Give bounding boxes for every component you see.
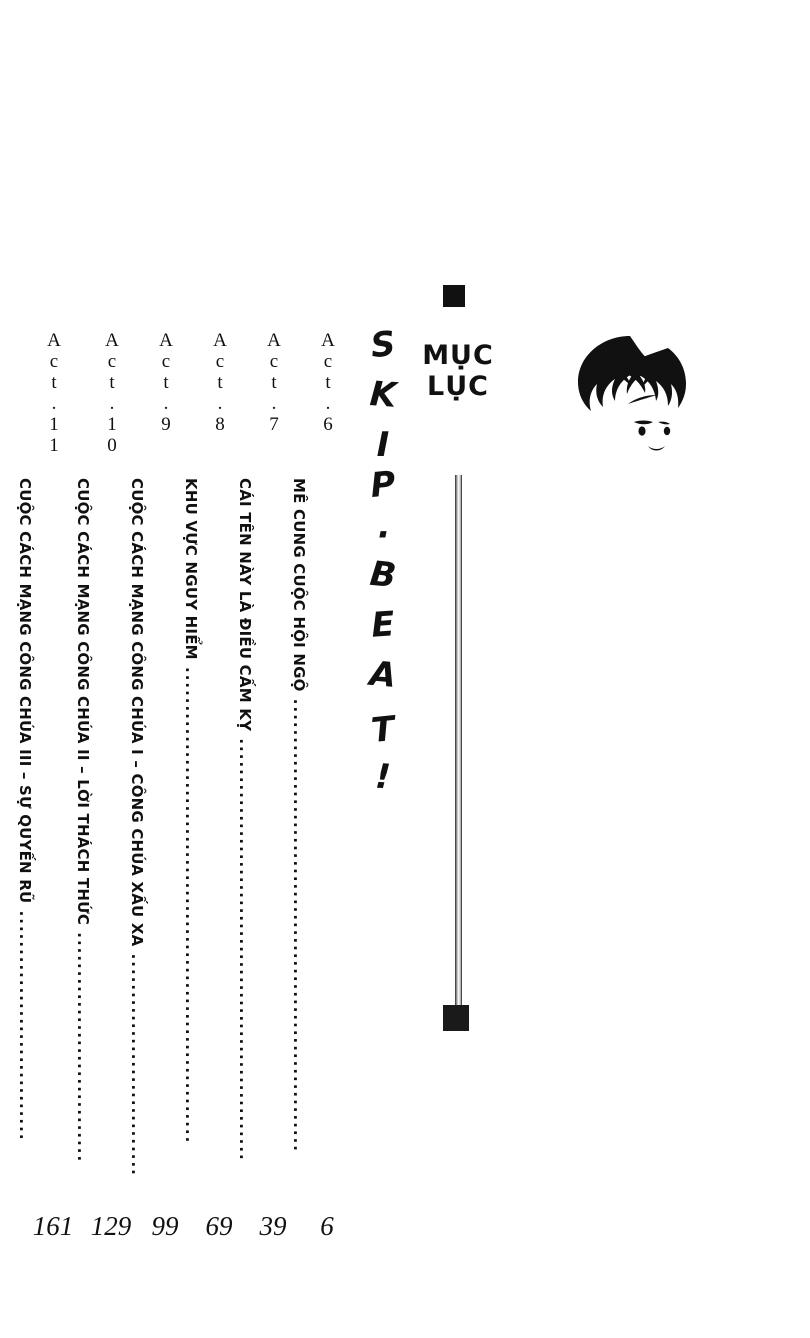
series-title-char: A <box>368 653 398 697</box>
toc-entry[interactable] <box>182 330 246 1260</box>
hair-face-logo <box>572 330 692 460</box>
toc-page-number: 129 <box>90 1211 132 1241</box>
toc-entry-title: CUỘC CÁCH MẠNG CÔNG CHÚA II – LỜI THÁCH THỨC .............................. <box>74 478 92 1164</box>
toc-act-number: A c t . 1 0 <box>105 330 119 456</box>
toc-act-number: A c t . 1 1 <box>47 330 61 456</box>
series-title-char: K <box>368 374 398 416</box>
series-title-char: · <box>376 515 390 555</box>
square-marker-top <box>443 285 465 307</box>
series-title-char: ! <box>374 756 392 798</box>
table-of-contents <box>0 330 360 1260</box>
toc-act-number: A c t . 8 <box>213 330 227 435</box>
toc-act-number: A c t . 7 <box>267 330 281 435</box>
toc-entry-title: KHU VỰC NGUY HIỂM .............................................................. <box>182 478 200 1145</box>
toc-page-number: 99 <box>151 1211 179 1241</box>
toc-entry-title: CUỘC CÁCH MẠNG CÔNG CHÚA I – CÔNG CHÚA XẤU XA ............................. <box>128 478 146 1177</box>
vertical-rule <box>455 475 462 1015</box>
toc-act-number: A c t . 6 <box>321 330 335 435</box>
series-title-char: B <box>368 553 398 597</box>
page-title: MỤC LỤC <box>422 340 494 402</box>
toc-entry-title: CÁI TÊN NÀY LÀ ĐIỀU CẤM KỴ ....................................................... <box>236 478 254 1162</box>
toc-entry-title: CUỘC CÁCH MẠNG CÔNG CHÚA III – SỰ QUYẾN RŨ .............................. <box>16 478 34 1142</box>
series-title-char: P <box>368 463 398 507</box>
toc-entry[interactable] <box>74 330 138 1260</box>
square-marker-bottom <box>443 1005 469 1031</box>
series-title-char: S <box>368 323 398 367</box>
series-title-char: E <box>370 604 396 646</box>
toc-act-number: A c t . 9 <box>159 330 173 435</box>
series-title-char: T <box>369 708 397 752</box>
toc-entry[interactable] <box>128 330 192 1260</box>
toc-entry[interactable] <box>16 330 80 1260</box>
series-title-char: I <box>376 425 390 465</box>
toc-page-number: 6 <box>320 1211 334 1241</box>
title-block <box>415 285 495 805</box>
series-title <box>355 323 411 798</box>
toc-page-number: 69 <box>205 1211 233 1241</box>
toc-entry-title: MÊ CUNG CUỘC HỘI NGỘ ........................................................... <box>290 478 308 1153</box>
toc-entry[interactable] <box>236 330 300 1260</box>
toc-entry[interactable] <box>290 330 354 1260</box>
toc-page-number: 39 <box>259 1211 287 1241</box>
toc-page-number: 161 <box>32 1211 74 1241</box>
